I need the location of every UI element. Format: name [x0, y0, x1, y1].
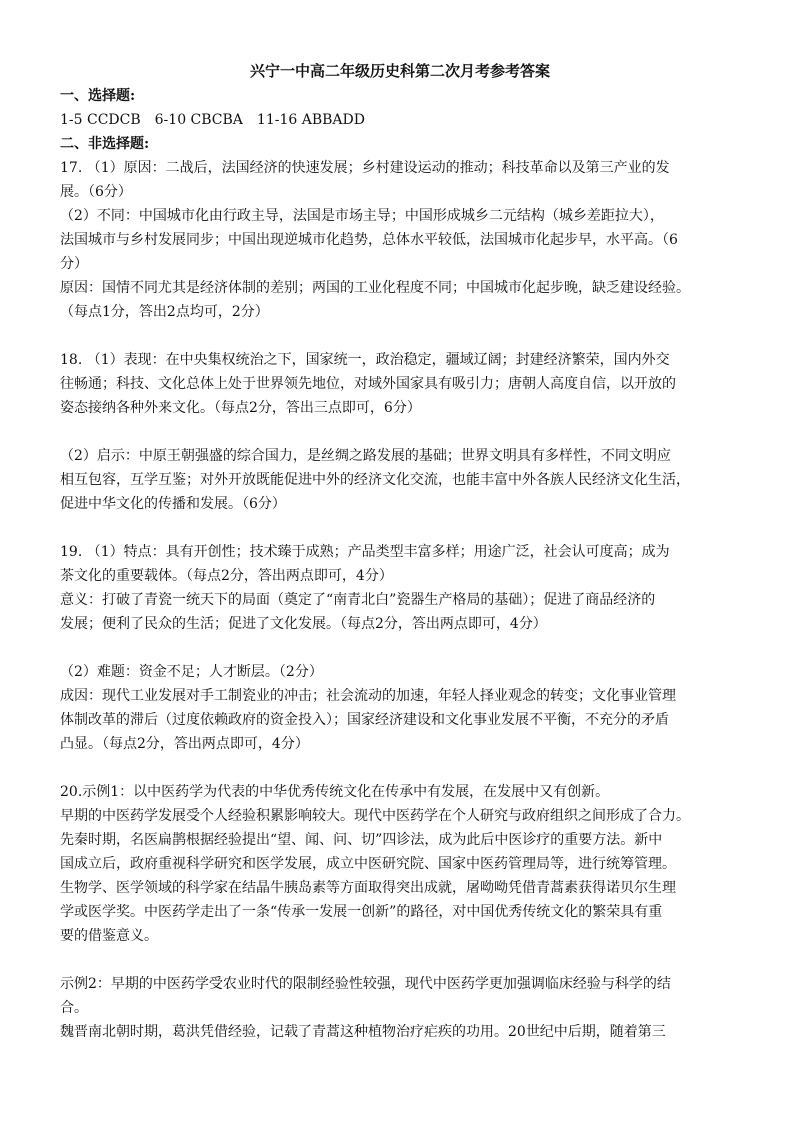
paragraph-line: 凸显。（每点2分，答出两点即可，4分） [60, 736, 309, 752]
question-19-part-2 [60, 660, 740, 756]
paragraph-line: 20.示例1：以中医药学为代表的中华优秀传统文化在传承中有发展，在发展中又有创新。 [60, 784, 610, 800]
paragraph-line: （2）不同：中国城市化由行政主导，法国是市场主导；中国形成城乡二元结构（城乡差距拉大）， [60, 208, 664, 224]
paragraph-line: 姿态接纳各种外来文化。（每点2分，答出三点即可，6分） [60, 400, 421, 416]
paragraph-line: 示例2：早期的中医药学受农业时代的限制经验性较强，现代中医药学更加强调临床经验与科学的结 [60, 976, 671, 992]
paragraph-line: 学或医学奖。中医药学走出了一条“传承一发展一创新”的路径，对中国优秀传统文化的繁荣具有重 [60, 904, 663, 920]
paragraph-line: 原因：国情不同尤其是经济体制的差别；两国的工业化程度不同；中国城市化起步晚，缺乏建设经验。 [60, 280, 690, 296]
spacer [60, 324, 740, 348]
spacer [60, 420, 740, 444]
paragraph-line: 成因：现代工业发展对手工制瓷业的冲击；社会流动的加速，年轻人择业观念的转变；文化事业管理 [60, 688, 676, 704]
paragraph-line: 合。 [60, 1000, 88, 1016]
paragraph-line: 魏晋南北朝时期，葛洪凭借经验，记载了青蒿这种植物治疗疟疾的功用。20世纪中后期，随着第三 [60, 1024, 666, 1040]
choice-answers: 1-5 CCDCB 6-10 CBCBA 11-16 ABBADD [60, 112, 365, 128]
paragraph-line: 意义：打破了青瓷一统天下的局面（奠定了“南青北白”瓷器生产格局的基础）；促进了商品经济的 [60, 592, 656, 608]
paragraph-line: 往畅通；科技、文化总体上处于世界领先地位，对域外国家具有吸引力；唐朝人高度自信，以开放的 [60, 376, 676, 392]
paragraph-line: 体制改革的滞后（过度依赖政府的资金投入）；国家经济建设和文化事业发展不平衡，不充分的矛盾 [60, 712, 669, 728]
paragraph-line: （每点1分，答出2点均可，2分） [60, 304, 269, 320]
paragraph-line: 19. （1）特点：具有开创性；技术臻于成熟；产品类型丰富多样；用途广泛，社会认可度高；成为 [60, 544, 670, 560]
paragraph-line: 生物学、医学领域的科学家在结晶牛胰岛素等方面取得突出成就，屠呦呦凭借青蒿素获得诺贝尔生理 [60, 880, 676, 896]
paragraph-line: 发展；便利了民众的生活；促进了文化发展。（每点2分，答出两点即可，4分） [60, 616, 547, 632]
question-20-example-2 [60, 972, 740, 1044]
paragraph-line: 18. （1）表现：在中央集权统治之下，国家统一，政治稳定，疆域辽阔；封建经济繁荣，国内外交 [60, 352, 670, 368]
paragraph-line: 17. （1）原因：二战后，法国经济的快速发展；乡村建设运动的推动；科技革命以及第三产业的发 [60, 160, 670, 176]
spacer [60, 756, 740, 780]
question-19-part-1 [60, 540, 740, 636]
paragraph-line: （2）启示：中原王朝强盛的综合国力，是丝绸之路发展的基础；世界文明具有多样性，不同文明应 [60, 448, 671, 464]
question-20-example-1 [60, 780, 740, 948]
paragraph-line: （2）难题：资金不足；人才断层。（2分） [60, 664, 323, 680]
paragraph-line: 法国城市与乡村发展同步；中国出现逆城市化趋势，总体水平较低，法国城市化起步早，水平高。（6 [60, 232, 678, 248]
paragraph-line: 要的借鉴意义。 [60, 928, 158, 944]
paragraph-line: 早期的中医药学发展受个人经验积累影响较大。现代中医药学在个人研究与政府组织之间形成了合力。 [60, 808, 690, 824]
spacer [60, 948, 740, 972]
question-18-part-1 [60, 348, 740, 420]
section-heading-choice: 一、选择题: [60, 88, 136, 104]
paragraph-line: 相互包容，互学互鉴；对外开放既能促进中外的经济文化交流，也能丰富中外各族人民经济文化生活， [60, 472, 690, 488]
paragraph-line: 分） [60, 256, 88, 272]
page-title: 兴宁一中高二年级历史科第二次月考参考答案 [249, 62, 550, 80]
question-18-part-2 [60, 444, 740, 516]
spacer [60, 516, 740, 540]
paragraph-line: 促进中华文化的传播和发展。（6分） [60, 496, 286, 512]
paragraph-line: 国成立后，政府重视科学研究和医学发展，成立中医研究院、国家中医药管理局等，进行统筹管理。 [60, 856, 676, 872]
question-17 [60, 156, 740, 324]
spacer [60, 636, 740, 660]
paragraph-line: 展。（6分） [60, 184, 132, 200]
section-heading-nonchoice: 二、非选择题: [60, 136, 150, 152]
answer-sheet [60, 60, 740, 1044]
paragraph-line: 茶文化的重要载体。（每点2分，答出两点即可，4分） [60, 568, 393, 584]
paragraph-line: 先秦时期，名医扁鹊根据经验提出“望、闻、问、切”四诊法，成为此后中医诊疗的重要方法。新中 [60, 832, 663, 848]
